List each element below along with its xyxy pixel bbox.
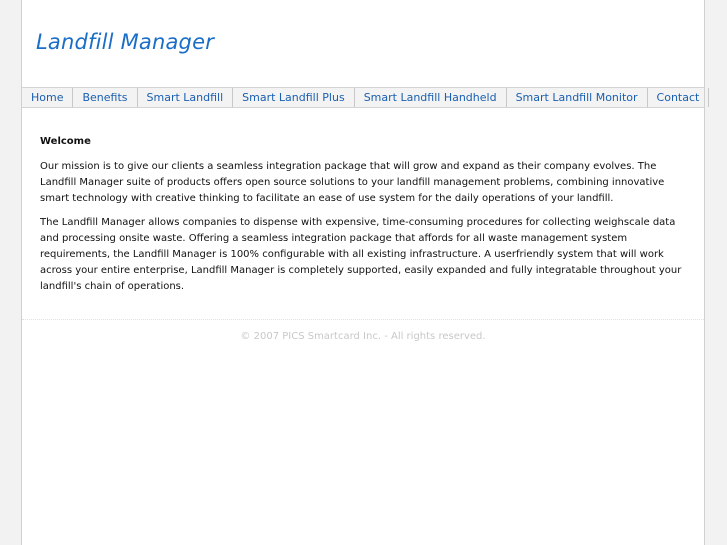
main-nav	[22, 88, 704, 108]
nav-item-smart-landfill[interactable]: Smart Landfill	[138, 88, 234, 107]
nav-item-smart-landfill-handheld[interactable]: Smart Landfill Handheld	[355, 88, 507, 107]
footer-copyright: © 2007 PICS Smartcard Inc. - All rights reserved.	[240, 331, 486, 342]
site-header	[22, 0, 704, 88]
nav-item-home[interactable]: Home	[22, 88, 73, 107]
welcome-heading: Welcome	[40, 136, 91, 147]
main-content	[22, 108, 704, 295]
nav-item-smart-landfill-plus[interactable]: Smart Landfill Plus	[233, 88, 355, 107]
site-title[interactable]: Landfill Manager	[36, 30, 215, 54]
mission-paragraph: Our mission is to give our clients a seamless integration package that will grow and expand as their company evolves. The Landfill Manager suite of products offers open source solutions to your landfill management problems, combining innovative smart technology with creative thinking to facilitate an ease of use system for the daily operations of your landfill.	[40, 161, 665, 204]
nav-item-contact[interactable]: Contact	[648, 88, 710, 107]
footer-divider	[22, 319, 704, 320]
overview-paragraph: The Landfill Manager allows companies to dispense with expensive, time-consuming procedures for collecting weighscale data and processing onsite waste. Offering a seamless integration package that affords for all waste management system requirements, the Landfill Manager is 100% configurable with all existing infrastructure. A userfriendly system that will work across your entire enterprise, Landfill Manager is completely supported, easily expanded and fully integratable throughout your landfill's chain of operations.	[40, 217, 682, 292]
page-container	[21, 0, 705, 545]
nav-item-smart-landfill-monitor[interactable]: Smart Landfill Monitor	[507, 88, 648, 107]
nav-item-benefits[interactable]: Benefits	[73, 88, 137, 107]
